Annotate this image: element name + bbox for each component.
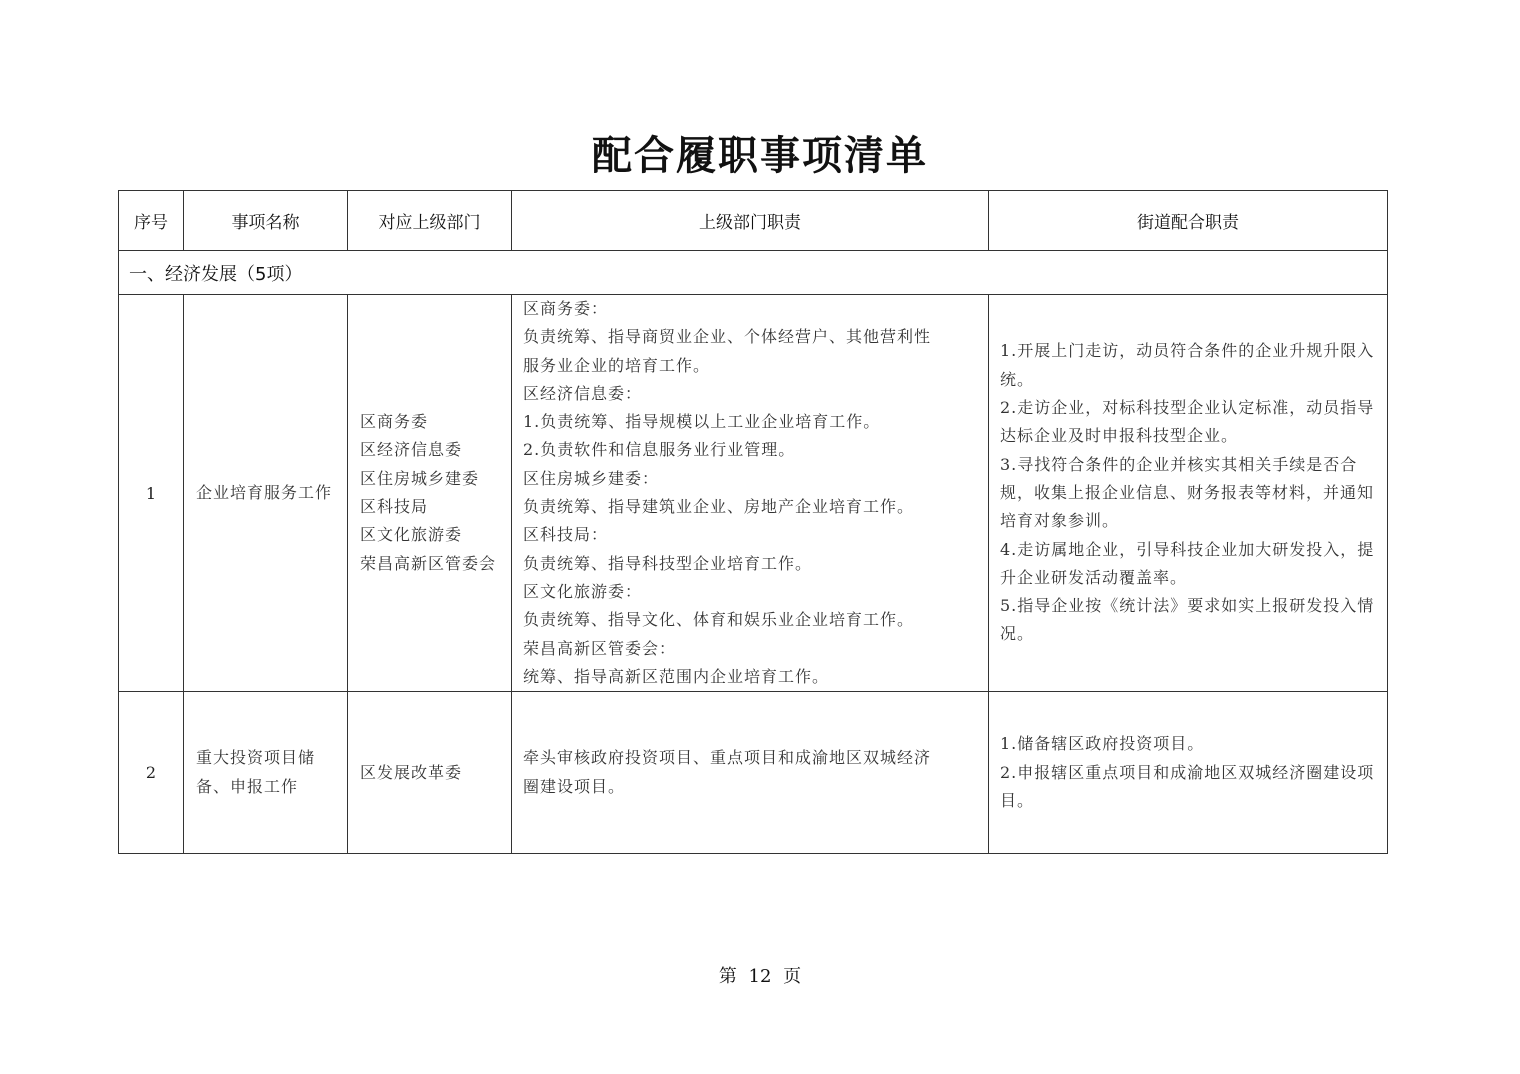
item-name-text: 重大投资项目储备、申报工作 bbox=[196, 748, 316, 796]
duty-line: 圈建设项目。 bbox=[523, 776, 626, 796]
header-item-name: 事项名称 bbox=[184, 191, 348, 251]
duty-line: 区住房城乡建委： bbox=[523, 468, 660, 488]
duty-line: 负责统筹、指导文化、体育和娱乐业企业培育工作。 bbox=[523, 610, 915, 630]
section-row bbox=[119, 251, 1388, 295]
row-serial: 1 bbox=[119, 295, 184, 692]
department-line: 区经济信息委 bbox=[360, 440, 463, 460]
duty-line: 荣昌高新区管委会： bbox=[523, 638, 677, 658]
header-department-duties: 上级部门职责 bbox=[512, 191, 989, 251]
row-item-name bbox=[184, 295, 348, 692]
department-line: 荣昌高新区管委会 bbox=[360, 553, 497, 573]
department-line: 区商务委 bbox=[360, 412, 429, 432]
duty-line: 2.负责软件和信息服务业行业管理。 bbox=[523, 440, 796, 460]
header-serial: 序号 bbox=[119, 191, 184, 251]
duty-line: 区科技局： bbox=[523, 525, 609, 545]
row-departments bbox=[348, 295, 512, 692]
row-street-duties bbox=[989, 295, 1388, 692]
row-street-duties bbox=[989, 692, 1388, 854]
row-department-duties bbox=[512, 295, 989, 692]
header-street-duties: 街道配合职责 bbox=[989, 191, 1388, 251]
duty-line: 负责统筹、指导科技型企业培育工作。 bbox=[523, 553, 813, 573]
street-duty-item: 4.走访属地企业，引导科技企业加大研发投入，提升企业研发活动覆盖率。 bbox=[1000, 539, 1375, 587]
street-duty-item: 5.指导企业按《统计法》要求如实上报研发投入情况。 bbox=[1000, 596, 1375, 644]
row-item-name bbox=[184, 692, 348, 854]
street-duty-item: 3.寻找符合条件的企业并核实其相关手续是否合规，收集上报企业信息、财务报表等材料，并通知培育对象参训。 bbox=[1000, 454, 1375, 531]
department-line: 区住房城乡建委 bbox=[360, 468, 480, 488]
duty-line: 区经济信息委： bbox=[523, 383, 643, 403]
duty-line: 服务业企业的培育工作。 bbox=[523, 355, 711, 375]
row-departments bbox=[348, 692, 512, 854]
duty-line: 区文化旅游委： bbox=[523, 581, 643, 601]
page-title: 配合履职事项清单 bbox=[592, 132, 928, 179]
street-duty-item: 1.储备辖区政府投资项目。 bbox=[1000, 734, 1205, 754]
page-number: 第 12 页 bbox=[718, 966, 802, 987]
item-name-text: 企业培育服务工作 bbox=[196, 482, 333, 502]
duty-line: 牵头审核政府投资项目、重点项目和成渝地区双城经济 bbox=[523, 748, 932, 768]
row-department-duties bbox=[512, 692, 989, 854]
table-row bbox=[119, 295, 1388, 692]
header-department: 对应上级部门 bbox=[348, 191, 512, 251]
table-header-row bbox=[119, 191, 1388, 251]
street-duty-item: 1.开展上门走访，动员符合条件的企业升规升限入统。 bbox=[1000, 341, 1375, 389]
duty-line: 负责统筹、指导商贸业企业、个体经营户、其他营利性 bbox=[523, 327, 932, 347]
duty-line: 负责统筹、指导建筑业企业、房地产企业培育工作。 bbox=[523, 497, 915, 517]
street-duty-item: 2.走访企业，对标科技型企业认定标准，动员指导达标企业及时申报科技型企业。 bbox=[1000, 398, 1375, 446]
department-line: 区文化旅游委 bbox=[360, 525, 463, 545]
street-duty-item: 2.申报辖区重点项目和成渝地区双城经济圈建设项目。 bbox=[1000, 762, 1375, 810]
duty-line: 1.负责统筹、指导规模以上工业企业培育工作。 bbox=[523, 412, 881, 432]
department-line: 区发展改革委 bbox=[360, 762, 463, 782]
department-line: 区科技局 bbox=[360, 497, 429, 517]
duty-list-table bbox=[118, 190, 1388, 854]
row-serial: 2 bbox=[119, 692, 184, 854]
table-row bbox=[119, 692, 1388, 854]
duty-line: 区商务委： bbox=[523, 299, 609, 318]
section-title: 一、经济发展（5项） bbox=[119, 251, 1388, 295]
duty-line: 统筹、指导高新区范围内企业培育工作。 bbox=[523, 666, 830, 686]
